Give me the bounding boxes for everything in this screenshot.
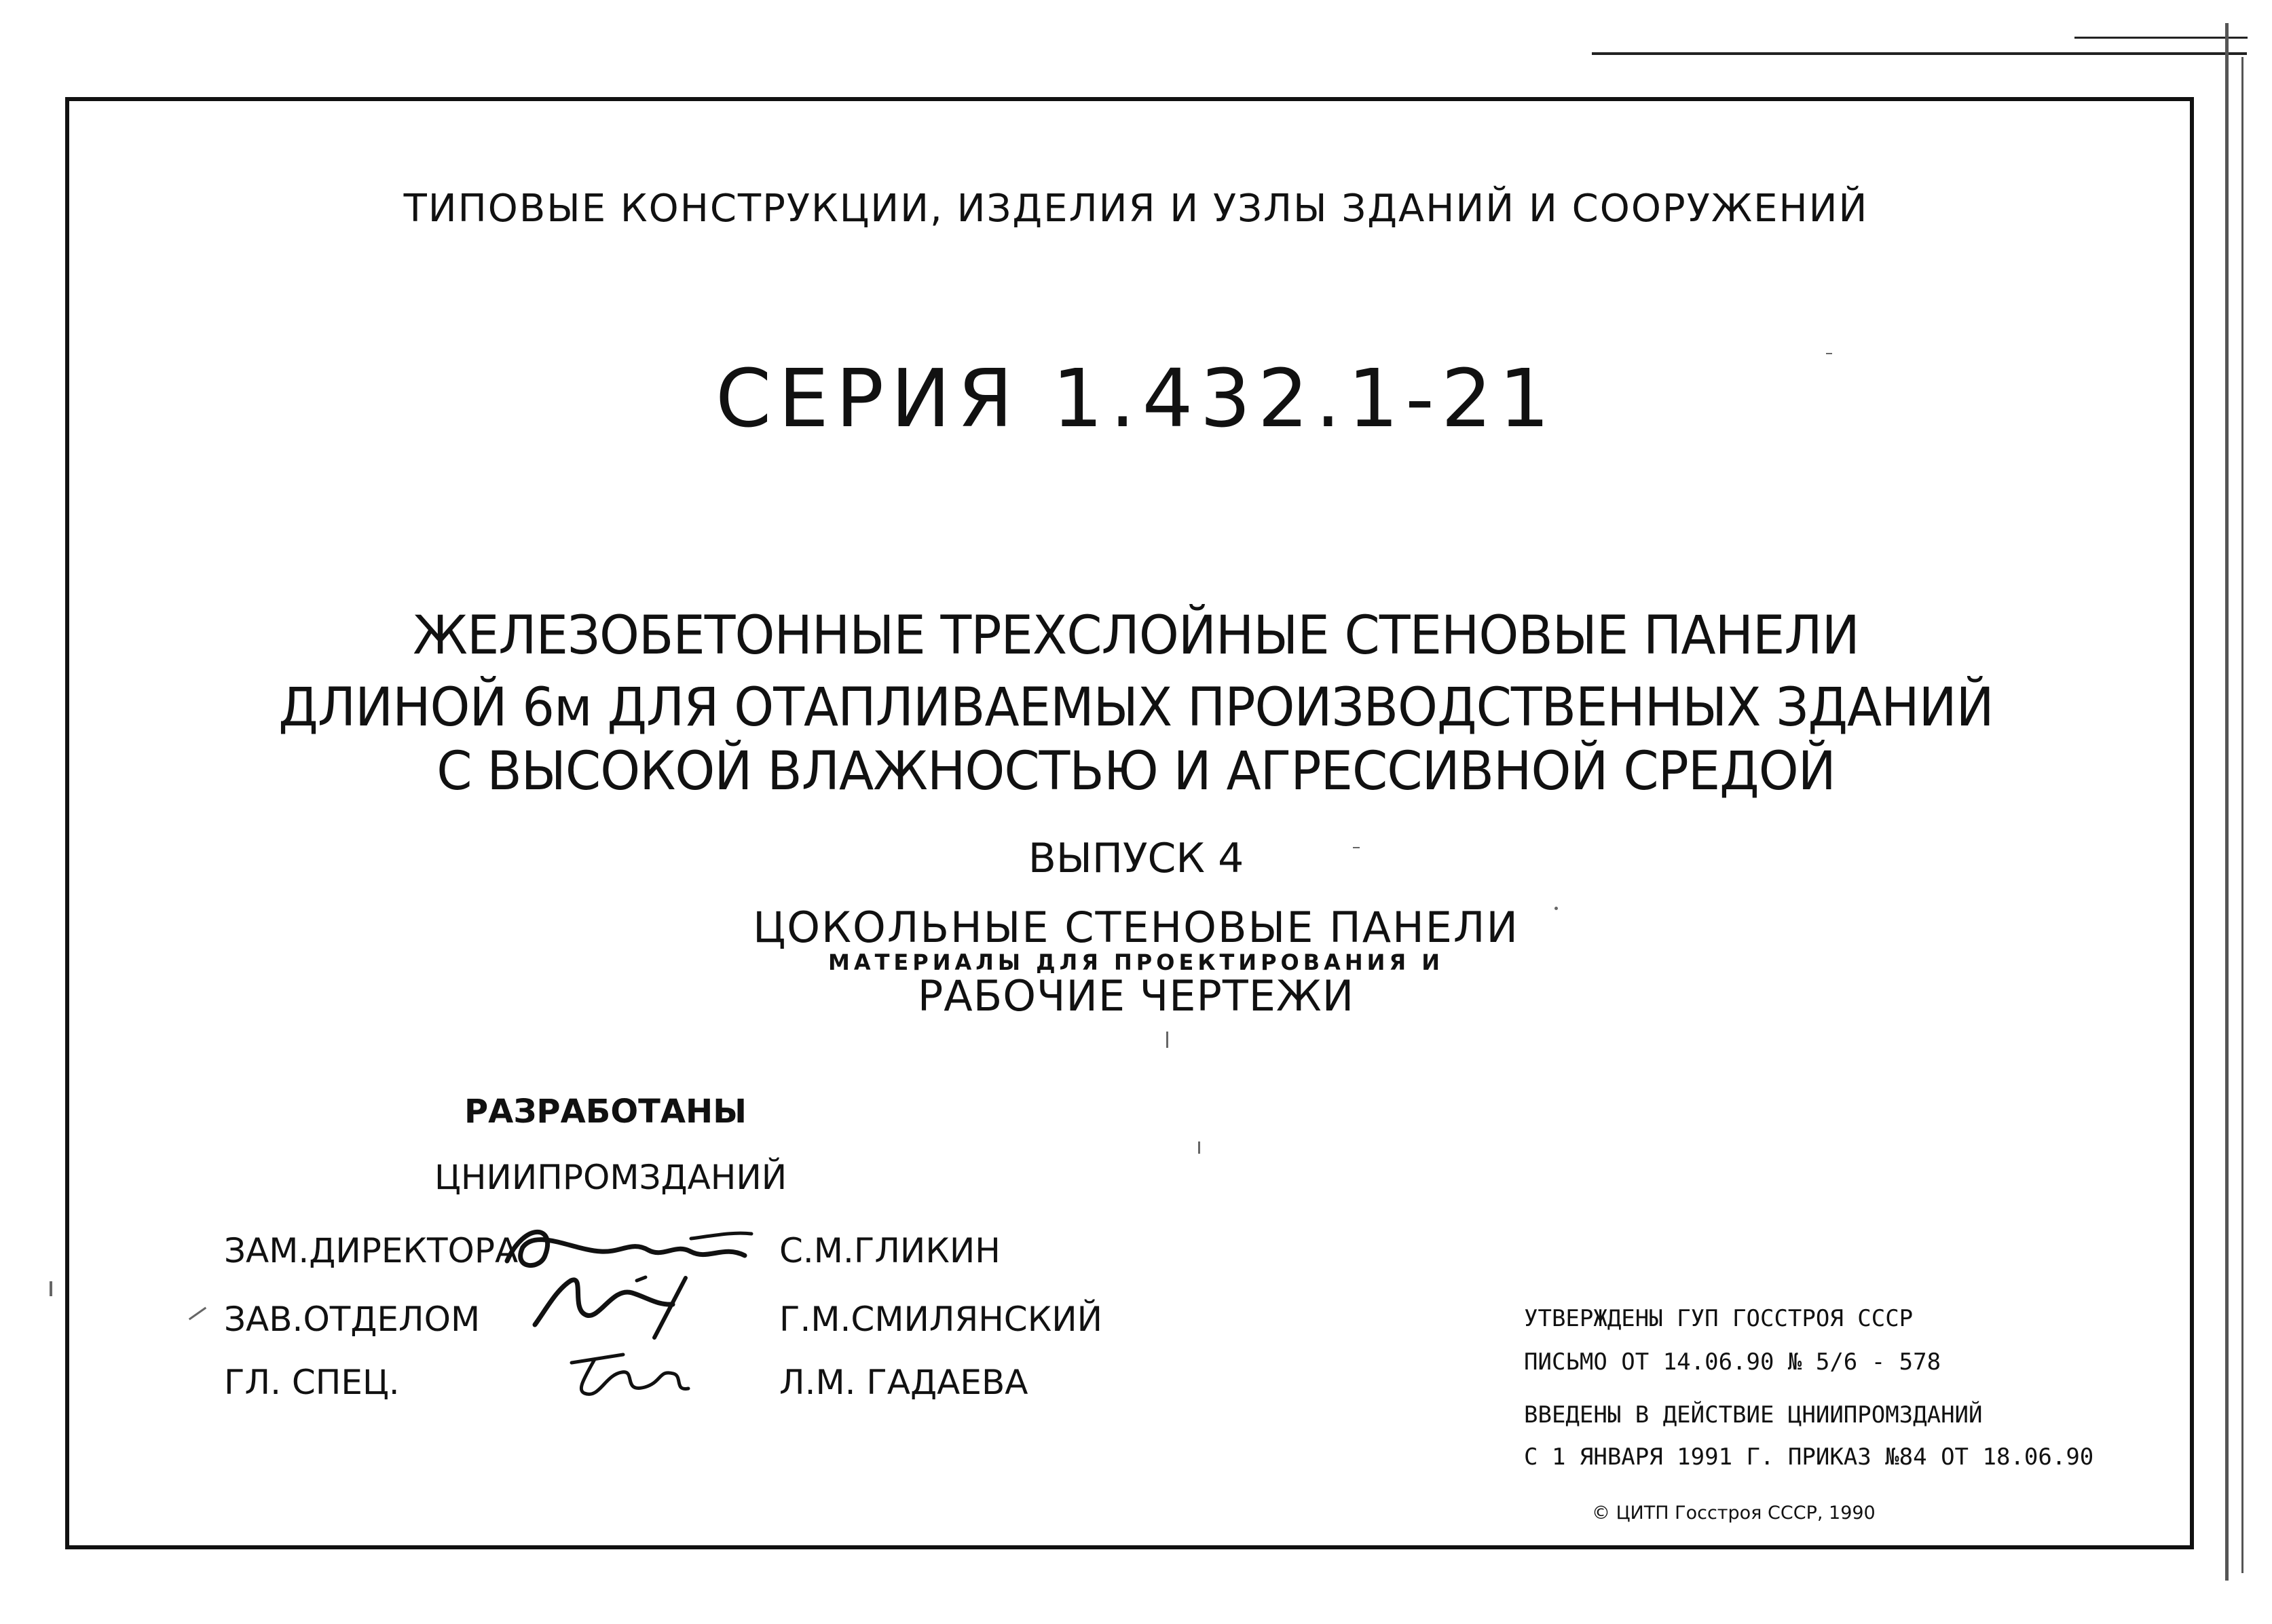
handwritten-signature-specialist bbox=[560, 1340, 703, 1404]
signatory-role-2: ЗАВ.ОТДЕЛОМ bbox=[224, 1300, 481, 1339]
title-line-3: С ВЫСОКОЙ ВЛАЖНОСТЬЮ И АГРЕССИВНОЙ СРЕДОЙ bbox=[436, 741, 1836, 802]
scan-speck-4 bbox=[1166, 1032, 1168, 1048]
scan-speck-2 bbox=[1353, 847, 1360, 848]
handwritten-signature-department bbox=[509, 1264, 716, 1352]
signatory-name-1: С.М.ГЛИКИН bbox=[779, 1231, 1001, 1270]
copyright-notice: © ЦИТП Госстроя СССР, 1990 bbox=[1592, 1503, 1876, 1524]
scan-speck-3 bbox=[1554, 907, 1558, 910]
series-number: СЕРИЯ 1.432.1-21 bbox=[715, 352, 1557, 445]
approval-line-2: ПИСЬМО ОТ 14.06.90 № 5/6 - 578 bbox=[1524, 1348, 1941, 1376]
scan-speck-1 bbox=[1826, 353, 1832, 354]
scan-speck-5 bbox=[1198, 1141, 1200, 1154]
approval-line-1: УТВЕРЖДЕНЫ ГУП ГОССТРОЯ СССР bbox=[1524, 1305, 1914, 1332]
issue-number: ВЫПУСК 4 bbox=[1028, 835, 1244, 882]
signatory-name-3: Л.М. ГАДАЕВА bbox=[779, 1363, 1028, 1402]
signatory-name-2: Г.М.СМИЛЯНСКИЙ bbox=[779, 1300, 1103, 1339]
signatory-role-1: ЗАМ.ДИРЕКТОРА bbox=[224, 1231, 519, 1270]
developed-label: РАЗРАБОТАНЫ bbox=[464, 1093, 747, 1131]
title-line-2: ДЛИНОЙ 6м ДЛЯ ОТАПЛИВАЕМЫХ ПРОИЗВОДСТВЕННЫХ ЗДАНИЙ bbox=[278, 677, 1994, 738]
right-margin-line bbox=[2225, 23, 2229, 1581]
materials-line: МАТЕРИАЛЫ ДЛЯ ПРОЕКТИРОВАНИЯ И bbox=[827, 949, 1445, 975]
developer-organization: ЦНИИПРОМЗДАНИЙ bbox=[434, 1158, 787, 1197]
edge-mark-left bbox=[50, 1281, 52, 1296]
part-title: ЦОКОЛЬНЫЕ СТЕНОВЫЕ ПАНЕЛИ bbox=[753, 903, 1519, 952]
top-right-short-line bbox=[2074, 37, 2248, 39]
signature-specialist-icon bbox=[560, 1340, 703, 1404]
signatory-role-3: ГЛ. СПЕЦ. bbox=[224, 1363, 400, 1402]
approval-line-3: ВВЕДЕНЫ В ДЕЙСТВИЕ ЦНИИПРОМЗДАНИЙ bbox=[1524, 1401, 1983, 1429]
title-line-1: ЖЕЛЕЗОБЕТОННЫЕ ТРЕХСЛОЙНЫЕ СТЕНОВЫЕ ПАНЕЛИ bbox=[413, 605, 1859, 666]
right-margin-line-secondary bbox=[2241, 57, 2243, 1573]
publication-header: ТИПОВЫЕ КОНСТРУКЦИИ, ИЗДЕЛИЯ И УЗЛЫ ЗДАНИЙ И СООРУЖЕНИЙ bbox=[403, 187, 1869, 231]
drawings-line: РАБОЧИЕ ЧЕРТЕЖИ bbox=[917, 971, 1355, 1021]
top-right-scan-line bbox=[1592, 52, 2247, 55]
approval-line-4: С 1 ЯНВАРЯ 1991 Г. ПРИКАЗ №84 ОТ 18.06.90 bbox=[1524, 1443, 2094, 1471]
signature-department-icon bbox=[509, 1264, 716, 1352]
